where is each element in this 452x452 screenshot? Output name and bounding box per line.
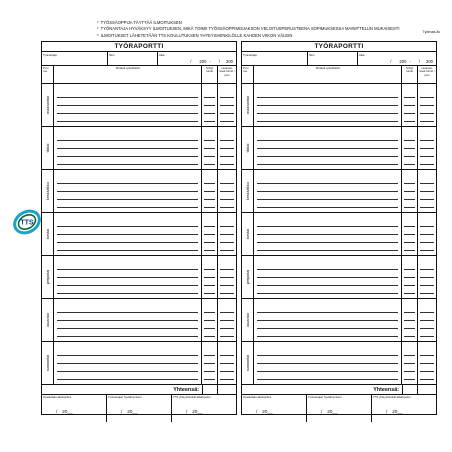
day-row — [42, 299, 236, 342]
signature-date: / 20__ — [256, 409, 273, 414]
billable-lines[interactable] — [418, 342, 436, 384]
day-row — [242, 256, 436, 299]
task-lines[interactable] — [254, 84, 402, 126]
col-task-header: Tehtävä työtehtävät — [54, 66, 202, 83]
period-field[interactable]: Aika / 200 - / 200 — [359, 52, 433, 64]
tts-contact-signature-field[interactable]: TTS yhteyshenkilö allekirjoitus / 20__ — [373, 395, 411, 414]
work-report-left — [41, 41, 237, 415]
tts-logo — [12, 207, 42, 237]
day-label: lauantai — [42, 299, 54, 341]
col-day-header: Pvm ma — [42, 66, 54, 83]
billable-lines[interactable] — [418, 84, 436, 126]
billable-lines[interactable] — [218, 256, 236, 298]
student-signature-field[interactable]: Opiskelijan allekirjoitus / 20__ — [242, 395, 307, 422]
day-row — [242, 342, 436, 385]
name-field[interactable]: Nimi — [308, 52, 358, 65]
column-headers — [242, 66, 436, 84]
task-lines[interactable] — [54, 213, 202, 255]
day-label: sunnuntai — [42, 342, 54, 384]
hours-lines[interactable] — [402, 170, 418, 212]
billable-lines[interactable] — [218, 170, 236, 212]
day-label: tiistai — [42, 127, 54, 169]
task-lines[interactable] — [54, 127, 202, 169]
total-label: Yhteensä: — [373, 387, 399, 393]
signature-date: / 20__ — [186, 409, 203, 414]
day-label: keskiviikko — [242, 170, 254, 212]
employer-field[interactable]: Työnantaja — [242, 52, 308, 65]
employer-field[interactable]: Työnantaja — [42, 52, 108, 65]
hours-lines[interactable] — [202, 342, 218, 384]
tts-contact-signature-field[interactable]: TTS yhteyshenkilö allekirjoitus / 20__ — [173, 395, 211, 414]
hours-lines[interactable] — [402, 127, 418, 169]
task-lines[interactable] — [54, 299, 202, 341]
billable-lines[interactable] — [418, 127, 436, 169]
period-date-range: / 200 - / 200 — [390, 59, 433, 64]
task-lines[interactable] — [254, 170, 402, 212]
billable-lines[interactable] — [218, 342, 236, 384]
report-title: TYÖRAPORTTI — [242, 42, 436, 52]
task-lines[interactable] — [254, 213, 402, 255]
day-row — [42, 127, 236, 170]
hours-lines[interactable] — [202, 84, 218, 126]
day-label: maanantai — [42, 84, 54, 126]
employer-approval-field[interactable]: Työnantajan hyväksyminen / 20__ — [307, 395, 372, 422]
day-row — [242, 84, 436, 127]
total-row — [242, 385, 436, 395]
signature-date: / 20__ — [121, 409, 138, 414]
report-meta — [242, 52, 436, 66]
report-meta — [42, 52, 236, 66]
instruction-note: * TYÖSSÄOPPIJA TÄYTTÄÄ ILMOITUKSEN — [97, 20, 182, 25]
day-label: perjantai — [42, 256, 54, 298]
billable-lines[interactable] — [418, 299, 436, 341]
work-report-right — [241, 41, 437, 415]
day-row — [42, 213, 236, 256]
total-hours-field[interactable] — [402, 385, 418, 394]
billable-lines[interactable] — [418, 256, 436, 298]
task-lines[interactable] — [254, 342, 402, 384]
day-row — [42, 170, 236, 213]
billable-lines[interactable] — [218, 84, 236, 126]
day-row — [242, 213, 436, 256]
hours-lines[interactable] — [202, 299, 218, 341]
day-row — [42, 84, 236, 127]
period-date-range: / 200 - / 200 — [190, 59, 233, 64]
instructions — [97, 20, 427, 39]
col-day-header: Pvm ma — [242, 66, 254, 83]
period-field[interactable]: Aika / 200 - / 200 — [159, 52, 233, 64]
day-label: perjantai — [242, 256, 254, 298]
student-signature-field[interactable]: Opiskelijan allekirjoitus / 20__ — [42, 395, 107, 422]
signature-row — [242, 395, 436, 422]
task-lines[interactable] — [254, 256, 402, 298]
day-row — [242, 170, 436, 213]
signature-date: / 20__ — [321, 409, 338, 414]
instruction-note: * ILMOITUKSET LÄHETETÄÄN TTS KOULUTUKSEN YHTEYSHENKILÖLLE KAHDEN VIIKON VÄLEIN — [97, 32, 293, 38]
task-lines[interactable] — [54, 342, 202, 384]
hours-lines[interactable] — [202, 127, 218, 169]
hours-lines[interactable] — [402, 299, 418, 341]
day-label: tiistai — [242, 127, 254, 169]
signature-date: / 20__ — [56, 409, 73, 414]
hours-lines[interactable] — [402, 256, 418, 298]
day-row — [242, 127, 436, 170]
col-task-header: Tehtävä työtehtävät — [254, 66, 402, 83]
instruction-note: * TYÖNANTAJA HYVÄKSYY ILMOITUKSEN, MIKÄ TOIMII TYÖSSÄOPPIMISJAKSON VELOITUSPERUSTEENA SOPIMUKSESSA MAINITTELUN MUKAISESTI — [97, 26, 400, 32]
task-lines[interactable] — [254, 299, 402, 341]
billable-lines[interactable] — [418, 213, 436, 255]
col-billable-header: Laskutet-tavat tunnit / pvm — [419, 66, 435, 77]
total-label: Yhteensä: — [173, 387, 199, 393]
total-row — [42, 385, 236, 395]
signature-date: / 20__ — [386, 409, 403, 414]
report-title: TYÖRAPORTTI — [42, 42, 236, 52]
col-hours-header: Tehtyt tunnit — [402, 66, 418, 83]
day-label: sunnuntai — [242, 342, 254, 384]
col-billable-header: Laskutet-tavat tunnit / pvm — [219, 66, 235, 77]
task-lines[interactable] — [54, 256, 202, 298]
logo-text: TTS — [20, 219, 34, 227]
day-label: keskiviikko — [42, 170, 54, 212]
task-lines[interactable] — [54, 170, 202, 212]
task-lines[interactable] — [254, 127, 402, 169]
hours-lines[interactable] — [202, 170, 218, 212]
billable-lines[interactable] — [418, 170, 436, 212]
column-headers — [42, 66, 236, 84]
hours-lines[interactable] — [202, 213, 218, 255]
billable-lines[interactable] — [218, 299, 236, 341]
total-hours-field[interactable] — [202, 385, 218, 394]
day-row — [42, 256, 236, 299]
day-label: torstai — [242, 213, 254, 255]
hours-lines[interactable] — [202, 256, 218, 298]
hours-lines[interactable] — [402, 213, 418, 255]
day-label: torstai — [42, 213, 54, 255]
day-label: maanantai — [242, 84, 254, 126]
day-row — [242, 299, 436, 342]
billable-lines[interactable] — [218, 213, 236, 255]
name-field[interactable]: Nimi — [108, 52, 158, 65]
signature-row — [42, 395, 236, 422]
hours-lines[interactable] — [402, 342, 418, 384]
day-label: lauantai — [242, 299, 254, 341]
task-lines[interactable] — [54, 84, 202, 126]
hours-lines[interactable] — [402, 84, 418, 126]
employer-approval-field[interactable]: Työnantajan hyväksyminen / 20__ — [107, 395, 172, 422]
form-code: Työmaa-lis — [422, 30, 440, 34]
day-row — [42, 342, 236, 385]
billable-lines[interactable] — [218, 127, 236, 169]
col-hours-header: Tehtyt tunnit — [202, 66, 218, 83]
